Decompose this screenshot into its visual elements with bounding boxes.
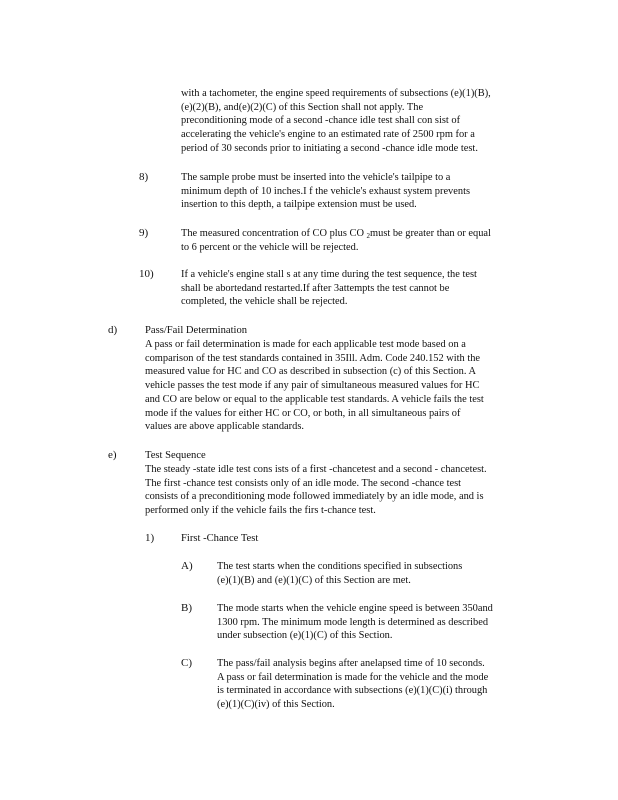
text-line: and CO are below or equal to the applicable test standards. A vehicle fails the test — [145, 393, 484, 405]
section-label: d) — [108, 324, 118, 336]
item-label: 10) — [139, 268, 154, 280]
sub-item-label: C) — [181, 657, 192, 669]
text-line: (e)(1)(C)(iv) of this Section. — [217, 699, 335, 711]
text-line: vehicle passes the test mode if any pair of simultaneous measured values for HC — [145, 380, 480, 392]
section-heading: Pass/Fail Determination — [145, 325, 248, 336]
text-line: shall be abortedand restarted.If after 3attempts the test cannot be — [181, 282, 450, 294]
sub-item-label: A) — [181, 560, 193, 572]
text-line: preconditioning mode of a second -chance idle test shall con sist of — [181, 115, 461, 127]
text-fragment: must be greater than or equal — [370, 228, 491, 239]
section-label: e) — [108, 449, 117, 461]
sub-item-label: B) — [181, 602, 192, 614]
sub-item-b-paragraph — [217, 602, 533, 643]
text-line: accelerating the vehicle's engine to an estimated rate of 2500 rpm for a — [181, 129, 475, 141]
section-d-paragraph — [145, 338, 540, 434]
text-line: is terminated in accordance with subsections (e)(1)(C)(i) through — [217, 685, 488, 697]
text-line: period of 30 seconds prior to initiating a second -chance idle mode test. — [181, 142, 478, 154]
text-line: 1300 rpm. The minimum mode length is determined as described — [217, 616, 489, 628]
subsection-heading: First -Chance Test — [181, 533, 259, 544]
text-line: comparison of the test standards contained in 35Ill. Adm. Code 240.152 with the — [145, 352, 481, 364]
subsection-label: 1) — [145, 532, 155, 544]
text-line: under subsection (e)(1)(C) of this Section. — [217, 630, 393, 642]
text-line: The steady -state idle test cons ists of a first -chancetest and a second - chancetest. — [145, 464, 487, 475]
subscript-two: 2 — [366, 232, 371, 240]
section-e-paragraph — [145, 463, 540, 518]
text-line: to 6 percent or the vehicle will be rejected. — [181, 241, 359, 253]
sub-item-c-paragraph — [217, 657, 529, 712]
text-line: mode if the values for either HC or CO, or both, in all simultaneous pairs of — [145, 407, 461, 419]
text-line: The pass/fail analysis begins after anelapsed time of 10 seconds. — [217, 658, 485, 669]
text-line: The mode starts when the vehicle engine speed is between 350and — [217, 603, 493, 614]
text-line: consists of a preconditioning mode followed immediately by an idle mode, and is — [145, 491, 484, 503]
text-line: insertion to this depth, a tailpipe extension must be used. — [181, 199, 417, 211]
text-line: A pass or fail determination is made for each applicable test mode based on a — [145, 339, 466, 350]
item-label: 8) — [139, 171, 149, 183]
sub-item-a-paragraph — [217, 560, 497, 587]
item-9-paragraph — [181, 227, 536, 254]
text-line: (e)(1)(B) and (e)(1)(C) of this Section are met. — [217, 574, 411, 586]
text-line: measured value for HC and CO as described in subsection (c) of this Section. A — [145, 366, 476, 378]
text-line: A pass or fail determination is made for the vehicle and the mode — [217, 671, 489, 683]
text-line: (e)(2)(B), and(e)(2)(C) of this Section shall not apply. The — [181, 101, 424, 113]
item-10-paragraph — [181, 268, 524, 309]
text-line — [181, 227, 536, 241]
continuation-paragraph — [181, 87, 533, 156]
text-line: values are above applicable standards. — [145, 421, 304, 433]
item-label: 9) — [139, 227, 149, 239]
text-line: completed, the vehicle shall be rejected. — [181, 296, 348, 308]
text-line: minimum depth of 10 inches.I f the vehicle's exhaust system prevents — [181, 185, 470, 197]
text-line: The test starts when the conditions specified in subsections — [217, 561, 463, 572]
section-heading: Test Sequence — [145, 450, 206, 461]
text-fragment: The measured concentration of CO plus CO — [181, 228, 367, 239]
text-line: with a tachometer, the engine speed requirements of subsections (e)(1)(B), — [181, 88, 491, 99]
text-line: If a vehicle's engine stall s at any time during the test sequence, the test — [181, 269, 477, 280]
item-8-paragraph — [181, 171, 516, 212]
text-line: performed only if the vehicle fails the firs t-chance test. — [145, 505, 376, 517]
text-line: The first -chance test consists only of an idle mode. The second -chance test — [145, 477, 462, 489]
text-line: The sample probe must be inserted into the vehicle's tailpipe to a — [181, 172, 451, 183]
